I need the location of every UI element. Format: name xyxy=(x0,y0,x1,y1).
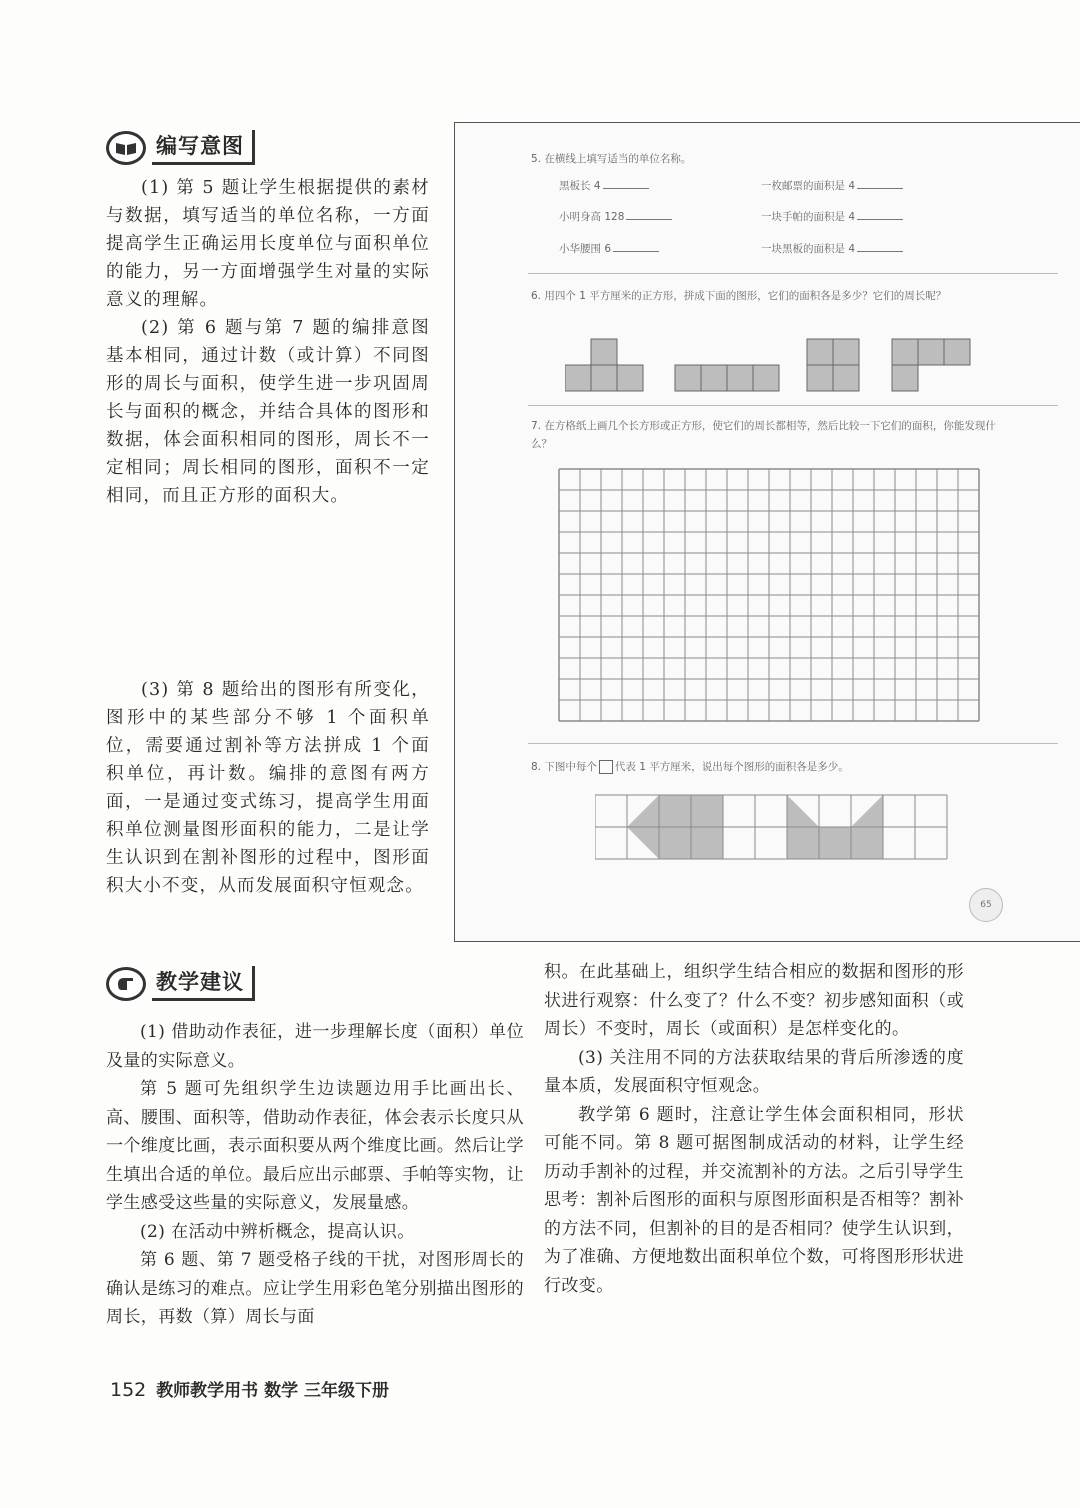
advice-right-column xyxy=(544,958,964,1300)
intent-paragraph-2: (2) 第 6 题与第 7 题的编排意图基本相同，通过计数（或计算）不同图形的周长与面积，使学生进一步巩固周长与面积的概念，并结合具体的图形和数据，体会面积相同的图形，周长不一定相同；周长相同的图形，面积不一定相同，而且正方形的面积大。 xyxy=(106,318,430,506)
q6-shapes xyxy=(565,335,985,395)
advice-title: 教学建议 xyxy=(152,966,255,1001)
advice-paragraph: (2) 在活动中辨析概念，提高认识。 xyxy=(140,1221,415,1242)
intent-title: 编写意图 xyxy=(152,130,255,165)
q7-square-grid xyxy=(557,467,981,725)
footer-page-number: 152 xyxy=(110,1379,147,1401)
advice-heading xyxy=(106,966,255,1001)
q6-text: 6. 用四个 1 平方厘米的正方形，拼成下面的图形，它们的面积各是多少？它们的周长呢？ xyxy=(531,290,947,302)
textbook-page xyxy=(454,122,1080,942)
unit-square-icon xyxy=(599,760,613,774)
advice-left-column xyxy=(106,1018,524,1332)
q5-text: 5. 在横线上填写适当的单位名称。 xyxy=(531,153,692,165)
intent-body xyxy=(106,174,430,510)
open-book-icon xyxy=(106,131,146,165)
q8-figures xyxy=(595,793,955,863)
advice-paragraph: 第 6 题、第 7 题受格子线的干扰，对图形周长的确认是练习的难点。应让学生用彩色笔分别描出图形的周长，再数（算）周长与面 xyxy=(106,1250,524,1327)
intent-body-continued xyxy=(106,676,430,900)
intent-paragraph-3: (3) 第 8 题给出的图形有所变化，图形中的某些部分不够 1 个面积单位，需要通过割补等方法拼成 1 个面积单位，再计数。编排的意图有两方面，一是通过变式练习，提高学生用面积单位测量图形面积的能力，二是让学生认识到在割补图形的过程中，图形面积大小不变，从而发展面积守恒观念。 xyxy=(106,680,430,896)
advice-paragraph: 第 5 题可先组织学生边读题边用手比画出长、高、腰围、面积等，借助动作表征，体会表示长度只从一个维度比画，表示面积要从两个维度比画。然后让学生填出合适的单位。最后应出示邮票、手帕等实物，让学生感受这些量的实际意义，发展量感。 xyxy=(106,1079,524,1213)
q8-text: 8. 下图中每个 代表 1 平方厘米，说出每个图形的面积各是多少。 xyxy=(531,761,849,773)
pointing-hand-icon xyxy=(106,967,146,1001)
footer-book-title: 教师教学用书 数学 三年级下册 xyxy=(156,1381,390,1401)
textbook-page-number: 65 xyxy=(969,888,1003,922)
advice-paragraph: (1) 借助动作表征，进一步理解长度（面积）单位及量的实际意义。 xyxy=(106,1022,524,1071)
q5-item: 小华腰围 6 xyxy=(559,241,659,256)
q5-item: 一枚邮票的面积是 4 xyxy=(761,178,903,193)
intent-paragraph-1: (1) 第 5 题让学生根据提供的素材与数据，填写适当的单位名称，一方面提高学生正确运用长度单位与面积单位的能力，另一方面增强学生对量的实际意义的理解。 xyxy=(106,178,430,310)
advice-paragraph: 教学第 6 题时，注意让学生体会面积相同，形状可能不同。第 8 题可据图制成活动的材料，让学生经历动手割补的过程，并交流割补的方法。之后引导学生思考：割补后图形的面积与原图形面积是否相等？割补的方法不同，但割补的目的是否相同？使学生认识到，为了准确、方便地数出面积单位个数，可将图形形状进行改变。 xyxy=(544,1104,964,1296)
intent-heading xyxy=(106,130,255,165)
q5-item: 黑板长 4 xyxy=(559,178,649,193)
q7-text: 7. 在方格纸上画几个长方形或正方形，使它们的周长都相等，然后比较一下它们的面积，你能发现什么？ xyxy=(531,420,996,450)
advice-paragraph: (3) 关注用不同的方法获取结果的背后所渗透的度量本质，发展面积守恒观念。 xyxy=(544,1047,964,1096)
q5-item: 一块手帕的面积是 4 xyxy=(761,209,903,224)
q5-item: 小明身高 128 xyxy=(559,209,672,224)
q5-item: 一块黑板的面积是 4 xyxy=(761,241,903,256)
advice-paragraph-continued: 积。在此基础上，组织学生结合相应的数据和图形的形状进行观察：什么变了？什么不变？初步感知面积（或周长）不变时，周长（或面积）是怎样变化的。 xyxy=(544,962,964,1039)
page-footer xyxy=(110,1376,389,1401)
